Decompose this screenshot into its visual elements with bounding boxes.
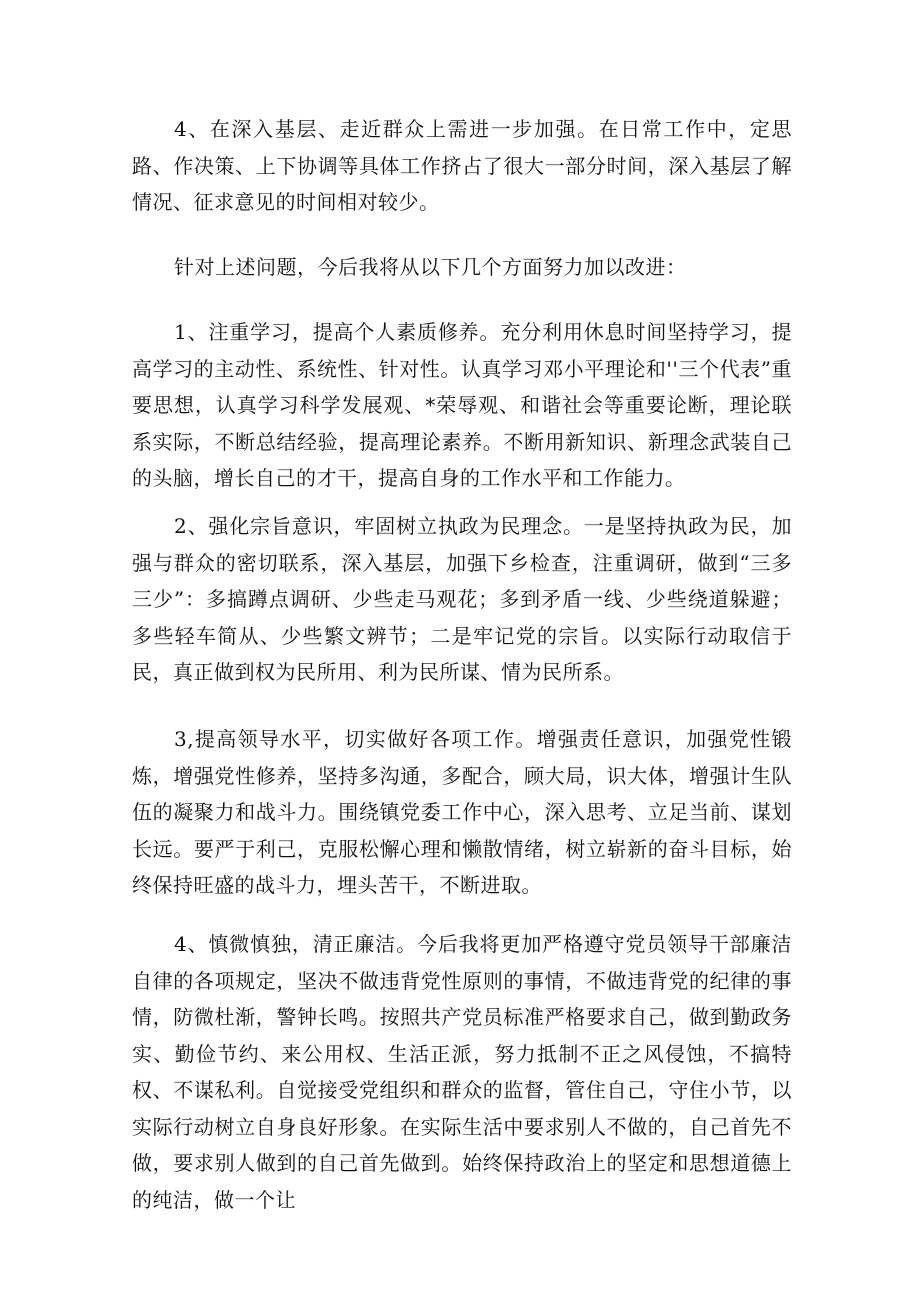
paragraph-improvement-4-integrity: 4、慎微慎独，清正廉洁。今后我将更加严格遵守党员领导干部廉洁自律的各项规定，坚决不做违背党性原则的事情，不做违背党的纪律的事情，防微杜渐，警钟长鸣。按照共产党员标准严格要求自己，做到勤政务实、勤俭节约、来公用权、生活正派，努力抵制不正之风侵蚀，不搞特权、不谋私利。自觉接受党组织和群众的监督，管住自己，守住小节，以实际行动树立自身良好形象。在实际生活中要求别人不做的，自己首先不做，要求别人做到的自己首先做到。始终保持政治上的坚定和思想道德上的纯洁，做一个让 — [132, 932, 792, 1212]
paragraph-improvement-2-purpose: 2、强化宗旨意识，牢固树立执政为民理念。一是坚持执政为民，加强与群众的密切联系，深入基层，加强下乡检查，注重调研，做到“三多三少”：多搞蹲点调研、少些走马观花；多到矛盾一线、少些绕道躲避；多些轻车简从、少些繁文辨节；二是牢记党的宗旨。以实际行动取信于民，真正做到权为民所用、利为民所谋、情为民所系。 — [132, 514, 792, 684]
paragraph-point-4-grassroots: 4、在深入基层、走近群众上需进一步加强。在日常工作中，定思路、作决策、上下协调等具体工作挤占了很大一部分时间，深入基层了解情况、征求意见的时间相对较少。 — [132, 117, 792, 214]
paragraph-improvement-3-leadership: 3,提高领导水平，切实做好各项工作。增强责任意识，加强党性锻炼，增强党性修养，坚持多沟通，多配合，顾大局，识大体，增强计生队伍的凝聚力和战斗力。围绕镇党委工作中心，深入思考、立足当前、谋划长远。要严于利己，克服松懈心理和懒散情绪，树立崭新的奋斗目标，始终保持旺盛的战斗力，埋头苦干，不断进取。 — [132, 727, 792, 897]
paragraph-improvement-intro: 针对上述问题，今后我将从以下几个方面努力加以改进： — [174, 255, 687, 279]
paragraph-improvement-1-study: 1、注重学习，提高个人素质修养。充分利用休息时间坚持学习，提高学习的主动性、系统性、针对性。认真学习邓小平理论和''三个代表”重要思想，认真学习科学发展观、*荣辱观、和谐社会等重要论断，理论联系实际，不断总结经验，提高理论素养。不断用新知识、新理念武装自己的头脑，增长自己的才干，提高自身的工作水平和工作能力。 — [132, 320, 792, 490]
